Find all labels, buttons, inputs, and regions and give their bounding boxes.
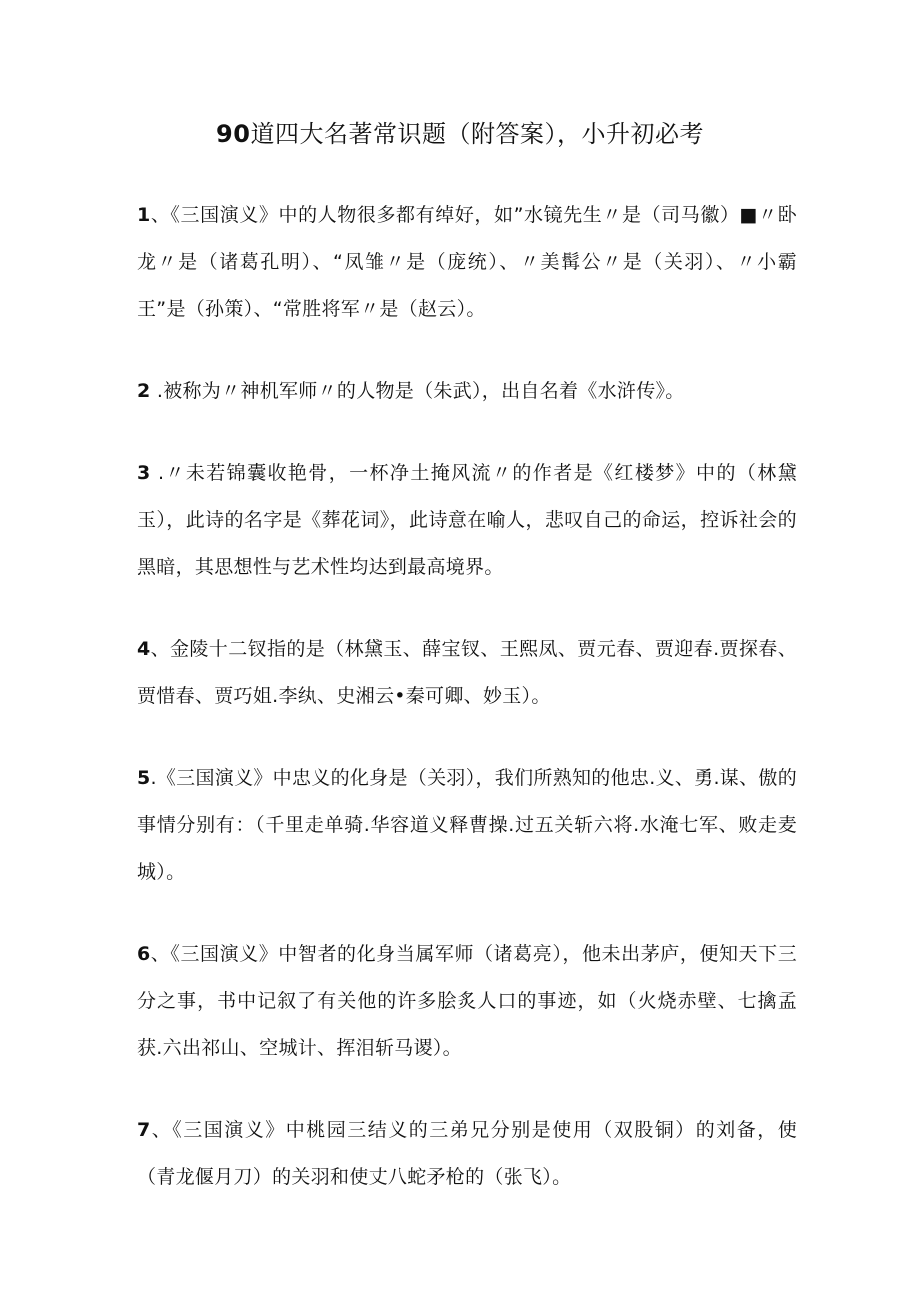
question-item-3 (137, 450, 797, 591)
question-list (137, 192, 797, 1236)
question-item-4 (137, 626, 797, 720)
question-number: 5 (137, 767, 151, 789)
question-text: 、金陵十二钗指的是（林黛玉、薛宝钗、王熙凤、贾元春、贾迎春.贾探春、贾惜春、贾巧姐.李纨、史湘云•秦可卿、妙玉）。 (137, 638, 797, 707)
question-text: 、《三国演义》中的人物很多都有绰好，如”水镜先生〃是（司马徽）■〃卧龙〃是（诸葛孔明）、“凤雏〃是（庞统）、〃美髯公〃是（关羽）、〃小霸王”是（孙策）、“常胜将军〃是（赵云）。 (137, 204, 797, 320)
title-number: 90 (216, 120, 251, 148)
question-item-5 (137, 755, 797, 896)
question-item-2 (137, 368, 797, 415)
question-number: 4 (137, 638, 151, 660)
question-item-6 (137, 931, 797, 1072)
question-text: 、《三国演义》中智者的化身当属军师（诸葛亮），他未出茅庐，便知天下三分之事，书中记叙了有关他的许多脍炙人口的事迹，如（火烧赤壁、七擒孟获.六出祁山、空城计、挥泪斩马谡）。 (137, 943, 797, 1059)
title-text: 道四大名著常识题（附答案），小升初必考 (250, 120, 704, 148)
question-number: 1 (137, 204, 151, 226)
question-number: 3 (137, 462, 151, 484)
question-number: 2 (137, 380, 151, 402)
question-number: 6 (137, 943, 151, 965)
question-text: .〃未若锦囊收艳骨，一杯净土掩风流〃的作者是《红楼梦》中的（林黛玉），此诗的名字是《葬花词》，此诗意在喻人，悲叹自己的命运，控诉社会的黑暗，其思想性与艺术性均达到最高境界。 (137, 462, 797, 578)
question-text: 、《三国演义》中桃园三结义的三弟兄分别是使用（双股铜）的刘备，使（青龙偃月刀）的关羽和使丈八蛇矛枪的（张飞）。 (137, 1119, 797, 1188)
page-title (0, 114, 920, 154)
question-item-1 (137, 192, 797, 333)
question-item-7 (137, 1107, 797, 1201)
question-text: .《三国演义》中忠义的化身是（关羽），我们所熟知的他忠.义、勇.谋、傲的事情分别有：（千里走单骑.华容道义释曹操.过五关斩六将.水淹七军、败走麦城）。 (137, 767, 797, 883)
question-text: .被称为〃神机军师〃的人物是（朱武），出自名着《水浒传》。 (150, 380, 685, 402)
question-number: 7 (137, 1119, 151, 1141)
